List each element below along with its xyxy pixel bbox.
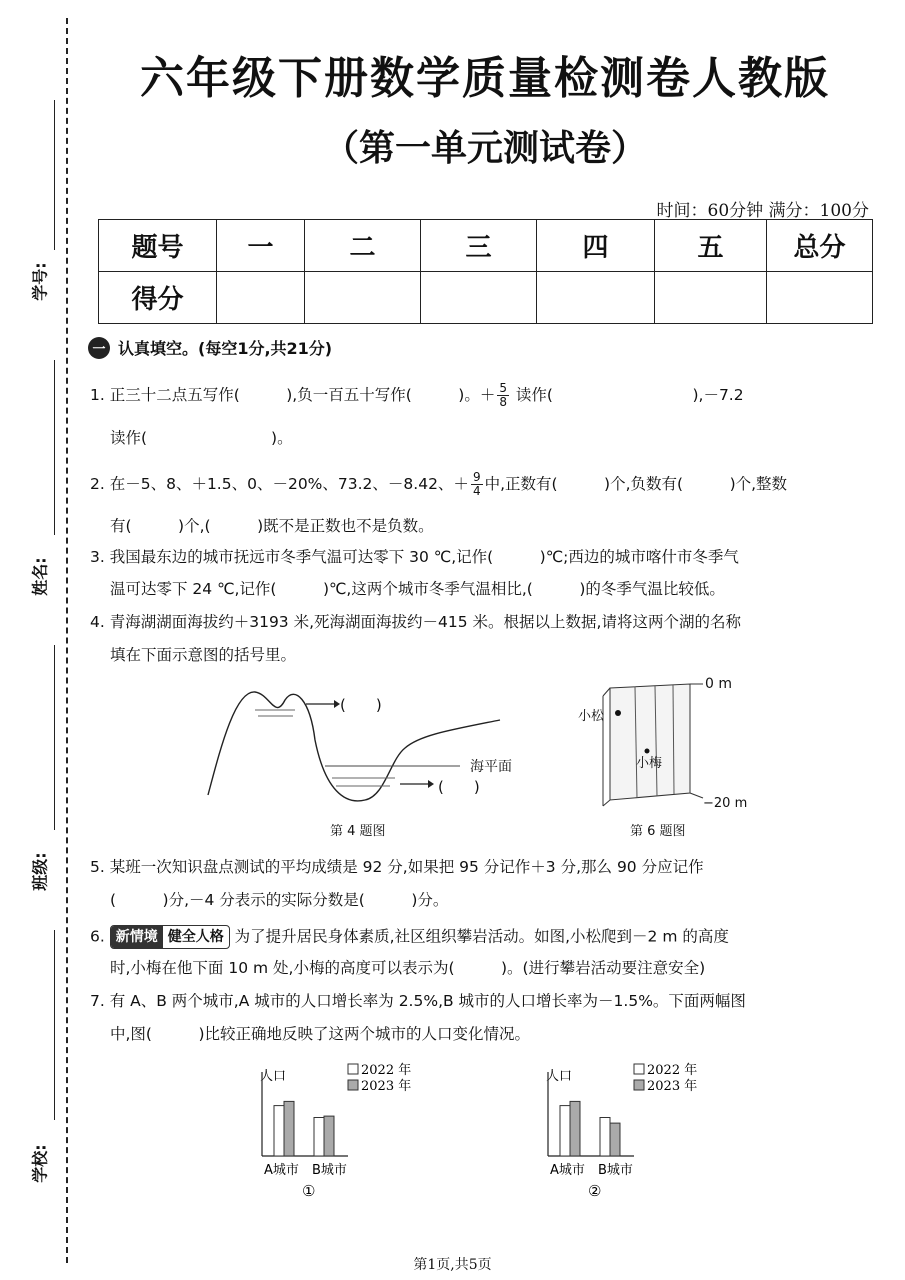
question-6 xyxy=(90,925,860,949)
bar-chart-1 xyxy=(248,1060,428,1210)
bar-2022 xyxy=(314,1118,324,1157)
q6-tag xyxy=(110,925,230,949)
page-footer: 第1页,共5页 xyxy=(413,1257,492,1273)
student-id-label: 学号: xyxy=(30,262,50,301)
section-title: 认真填空。(每空1分,共21分) xyxy=(118,339,333,358)
score-cell-1: 一 xyxy=(217,220,305,272)
time-info: 时间：60分钟 满分：100分 xyxy=(656,201,869,221)
bar-2023 xyxy=(284,1101,294,1156)
name-field[interactable] xyxy=(14,360,64,596)
section-1-header xyxy=(88,336,332,359)
score-row-label: 得分 xyxy=(99,272,217,324)
q3-line-2: 温可达零下 24 ℃,记作( )℃,这两个城市冬季气温相比,( )的冬季气温比较低。 xyxy=(110,580,725,598)
wall-edge-top xyxy=(603,688,610,696)
score-input-4[interactable] xyxy=(537,272,655,324)
student-id-rule xyxy=(54,100,55,250)
bar-2023 xyxy=(570,1101,580,1156)
score-input-3[interactable] xyxy=(421,272,537,324)
category-label: A城市 xyxy=(264,1163,299,1178)
class-label: 班级: xyxy=(30,852,50,891)
score-cell-3: 三 xyxy=(421,220,537,272)
q2-text-b: 中,正数有( )个,负数有( )个,整数 xyxy=(484,475,788,493)
wall-edge-bottom xyxy=(603,800,610,806)
class-rule xyxy=(54,645,55,830)
score-input-total[interactable] xyxy=(767,272,873,324)
page-title: 六年级下册数学质量检测卷人教版 xyxy=(140,53,830,104)
score-input-1[interactable] xyxy=(217,272,305,324)
fig4-sea-level-label: 海平面 xyxy=(470,759,512,775)
question-5: 5. 某班一次知识盘点测试的平均成绩是 92 分,如果把 95 分记作＋3 分,那么 90 分应记作 xyxy=(90,858,704,876)
bar-2023 xyxy=(610,1123,620,1156)
legend-2023: 2023 年 xyxy=(361,1079,412,1094)
question-7: 7. 有 A、B 两个城市,A 城市的人口增长率为 2.5%,B 城市的人口增长率为－1.5%。下面两幅图 xyxy=(90,992,746,1010)
fig6-bottom-label: −20 m xyxy=(703,796,748,811)
q1-text-a: 1. 正三十二点五写作( ),负一百五十写作( )。＋ xyxy=(90,386,496,404)
legend-swatch-2022 xyxy=(634,1064,644,1074)
q2-frac-num: 9 xyxy=(472,470,481,484)
page-subtitle: （第一单元测试卷） xyxy=(322,127,647,169)
q6-prefix: 6. xyxy=(90,927,105,946)
binding-margin xyxy=(0,0,80,1280)
class-field[interactable] xyxy=(14,645,64,891)
climbing-wall xyxy=(610,684,690,800)
q6-tag-new-context: 新情境 xyxy=(111,926,163,948)
fig4-bracket-top[interactable]: ( ) xyxy=(340,696,382,714)
score-table xyxy=(98,219,873,324)
legend-swatch-2023 xyxy=(348,1080,358,1090)
score-cell-label: 题号 xyxy=(99,220,217,272)
legend-swatch-2023 xyxy=(634,1080,644,1090)
q4-line-2: 填在下面示意图的括号里。 xyxy=(110,646,297,664)
section-number-badge: 一 xyxy=(88,337,110,359)
wall-bottom-tick xyxy=(690,793,703,798)
q7-line-2: 中,图( )比较正确地反映了这两个城市的人口变化情况。 xyxy=(110,1025,531,1043)
y-axis-label: 人口 xyxy=(260,1069,287,1084)
chart-number: ② xyxy=(588,1182,602,1200)
q1-line-2: 读作( )。 xyxy=(110,429,293,447)
bar-2022 xyxy=(274,1106,284,1156)
q1-text-b: 读作( ),－7.2 xyxy=(515,386,744,404)
category-label: B城市 xyxy=(312,1163,347,1178)
question-2 xyxy=(90,471,860,498)
score-cell-5: 五 xyxy=(655,220,767,272)
bar-2022 xyxy=(560,1106,570,1156)
question-1 xyxy=(90,382,860,409)
fig4-bracket-bottom[interactable]: ( ) xyxy=(438,778,480,796)
arrow-bottom-head xyxy=(428,780,434,788)
fig6-top-label: 0 m xyxy=(705,676,732,692)
question-3: 3. 我国最东边的城市抚远市冬季气温可达零下 30 ℃,记作( )℃;西边的城市喀什市冬季气 xyxy=(90,548,739,566)
score-cell-4: 四 xyxy=(537,220,655,272)
q2-line-2: 有( )个,( )既不是正数也不是负数。 xyxy=(110,517,434,535)
q2-frac-den: 4 xyxy=(472,484,481,498)
name-rule xyxy=(54,360,55,535)
fig6-xiaomei-label: 小梅 xyxy=(636,756,663,771)
fig6-xiaosong-label: 小松 xyxy=(578,709,605,724)
score-cell-2: 二 xyxy=(305,220,421,272)
q6-text-a: 为了提升居民身体素质,社区组织攀岩活动。如图,小松爬到－2 m 的高度 xyxy=(234,927,729,946)
bar-chart-svg xyxy=(534,1060,714,1210)
q1-fraction xyxy=(497,382,509,409)
school-rule xyxy=(54,930,55,1120)
chart-number: ① xyxy=(302,1182,316,1200)
q1-frac-den: 8 xyxy=(499,395,507,409)
score-input-2[interactable] xyxy=(305,272,421,324)
fig6-caption: 第 6 题图 xyxy=(630,824,686,839)
legend-2022: 2022 年 xyxy=(361,1063,412,1078)
bar-chart-2 xyxy=(534,1060,714,1210)
bar-2023 xyxy=(324,1116,334,1156)
school-field[interactable] xyxy=(14,930,64,1183)
student-id-field[interactable] xyxy=(14,100,64,300)
legend-2022: 2022 年 xyxy=(647,1063,698,1078)
q1-frac-num: 5 xyxy=(499,381,507,395)
xiaosong-dot xyxy=(615,710,621,716)
legend-2023: 2023 年 xyxy=(647,1079,698,1094)
figure-6 xyxy=(595,678,715,808)
score-table-header-row xyxy=(99,220,873,272)
category-label: B城市 xyxy=(598,1163,633,1178)
score-cell-total: 总分 xyxy=(767,220,873,272)
q6-tag-personality: 健全人格 xyxy=(167,929,224,945)
q6-line-2: 时,小梅在他下面 10 m 处,小梅的高度可以表示为( )。(进行攀岩活动要注意安全) xyxy=(110,959,706,977)
score-input-5[interactable] xyxy=(655,272,767,324)
y-axis-label: 人口 xyxy=(546,1069,573,1084)
bar-2022 xyxy=(600,1118,610,1157)
q2-text-a: 2. 在－5、8、＋1.5、0、－20%、73.2、－8.42、＋ xyxy=(90,475,469,493)
category-label: A城市 xyxy=(550,1163,585,1178)
question-4: 4. 青海湖湖面海拔约＋3193 米,死海湖面海拔约－415 米。根据以上数据,请将这两个湖的名称 xyxy=(90,613,741,631)
name-label: 姓名: xyxy=(30,557,50,596)
q2-fraction xyxy=(471,471,483,498)
score-table-score-row xyxy=(99,272,873,324)
bar-chart-svg xyxy=(248,1060,428,1210)
fig4-caption: 第 4 题图 xyxy=(330,824,386,839)
school-label: 学校: xyxy=(30,1144,50,1183)
legend-swatch-2022 xyxy=(348,1064,358,1074)
cut-line xyxy=(66,18,68,1263)
q5-line-2: ( )分,－4 分表示的实际分数是( )分。 xyxy=(110,891,449,909)
